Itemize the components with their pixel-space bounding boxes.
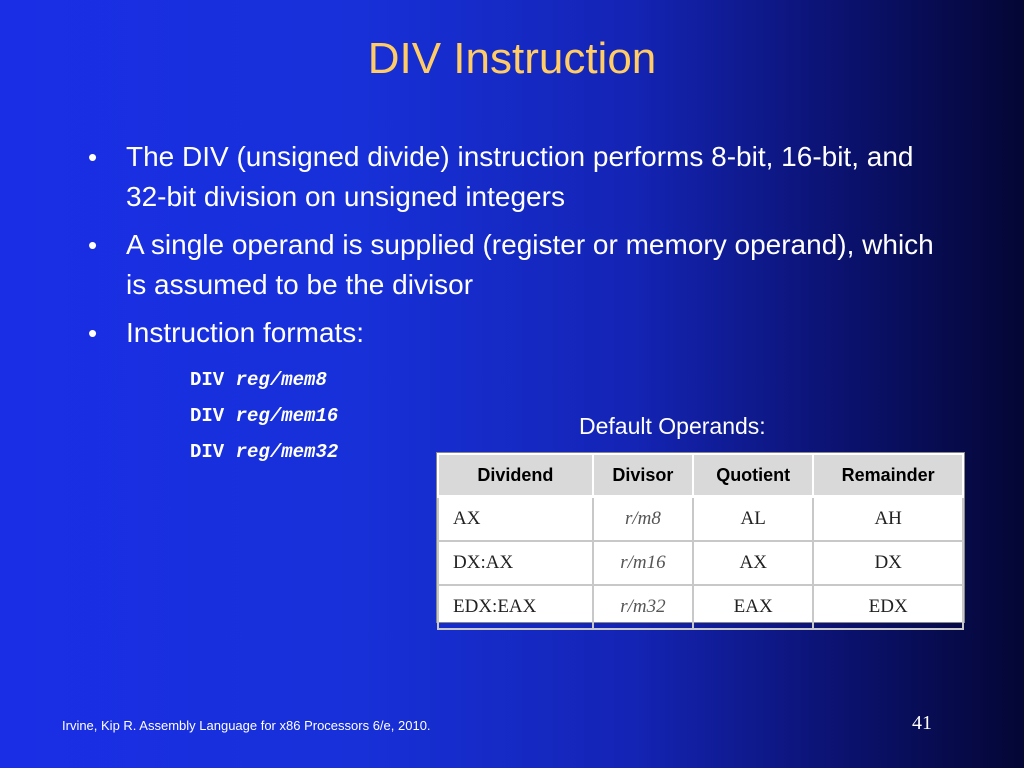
table-row [438,497,963,542]
operands-table [437,453,964,630]
format-operand: reg/mem16 [235,405,339,427]
table-cell: DX:AX [438,541,593,585]
operands-caption: Default Operands: [579,413,766,439]
table-cell: r/m32 [593,585,693,629]
table-cell: r/m8 [593,497,693,542]
format-line [190,362,338,398]
table-cell: AX [693,541,813,585]
format-mnemonic: DIV [190,441,225,463]
slide-title: DIV Instruction [367,34,657,83]
table-header-quotient: Quotient [693,454,813,497]
format-mnemonic: DIV [190,369,225,391]
format-mnemonic: DIV [190,405,225,427]
table-cell: EDX:EAX [438,585,593,629]
bullet-text: The DIV (unsigned divide) instruction performs 8-bit, 16-bit, and 32-bit division on unsigned integers [126,141,914,212]
table-header-divisor: Divisor [593,454,693,497]
bullet-text: A single operand is supplied (register or memory operand), which is assumed to be the divisor [126,229,934,300]
table-cell: AH [813,497,963,542]
bullet-item [88,137,948,217]
bullet-text: Instruction formats: [126,317,365,348]
table-cell: EDX [813,585,963,629]
table-cell: DX [813,541,963,585]
table-cell: r/m16 [593,541,693,585]
format-line [190,398,338,434]
format-operand: reg/mem32 [235,441,339,463]
table-cell: AX [438,497,593,542]
operands-table-container [436,452,965,623]
bullet-list [88,137,948,361]
format-operand: reg/mem8 [235,369,327,391]
table-cell: AL [693,497,813,542]
bullet-dot-icon: • [88,318,98,348]
bullet-dot-icon: • [88,230,98,260]
format-line [190,434,338,470]
bullet-item [88,313,948,353]
slide-page-number: 41 [912,712,932,734]
bullet-item [88,225,948,305]
bullet-dot-icon: • [88,142,98,172]
slide-footer-citation: Irvine, Kip R. Assembly Language for x86 Processors 6/e, 2010. [62,718,431,733]
table-row [438,585,963,629]
table-row [438,541,963,585]
table-cell: EAX [693,585,813,629]
table-header-remainder: Remainder [813,454,963,497]
table-header-row [438,454,963,497]
table-header-dividend: Dividend [438,454,593,497]
instruction-formats [190,362,338,470]
